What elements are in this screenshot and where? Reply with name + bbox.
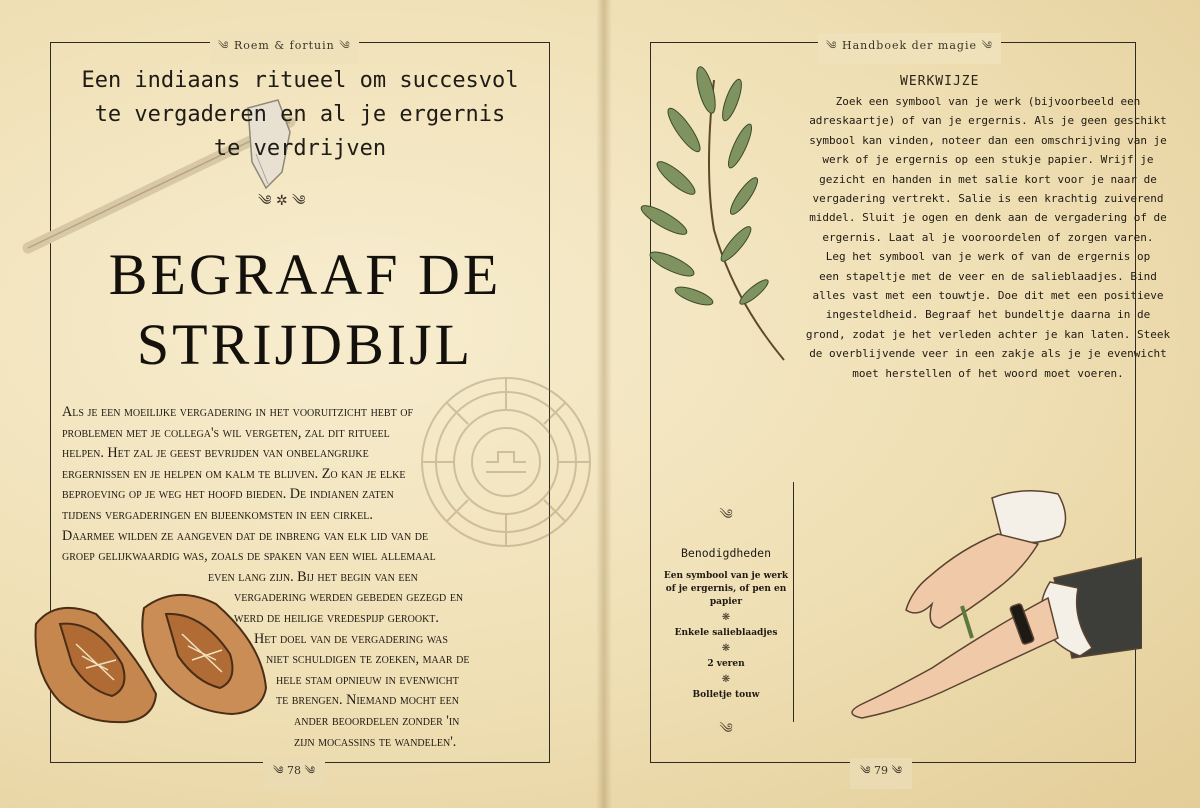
body-line: Als je een moeilijke vergadering in het vooruitzicht hebt of: [62, 404, 414, 420]
subtitle-line: Een indiaans ritueel om succesvol: [81, 68, 519, 93]
body-line: grond, zodat je het verleden achter je kan laten. Steek: [805, 327, 1171, 341]
swirl-ornament-icon: ༄: [273, 764, 288, 777]
supply-item: Een symbool van je werk of je ergernis, of pen en papier: [663, 571, 789, 607]
body-line: vergadering vertrekt. Salie is een krachtig zuiverend: [812, 192, 1164, 206]
body-line: gezicht en handen in met salie kort voor je naar de: [819, 172, 1157, 186]
body-line: symbool kan vinden, noteer dan een omschrijving van je: [809, 133, 1167, 147]
right-page: [600, 0, 1200, 808]
swirl-ornament-icon: ༄: [301, 764, 316, 777]
separator-star-icon: ❋: [721, 643, 731, 654]
method-body-text: [788, 92, 1188, 383]
body-line: ingesteldheid. Begraaf het bundeltje daarna in de: [825, 308, 1151, 322]
body-line: ander beoordelen zonder 'in: [294, 712, 460, 729]
body-line: niet schuldigen te zoeken, maar de: [266, 651, 470, 668]
body-line: Daarmee wilden ze aangeven dat de inbreng van elk lid van de: [62, 527, 429, 544]
body-line: problemen met je collega's wil vergeten, zal dit ritueel: [62, 424, 390, 441]
swirl-ornament-icon: ༄: [334, 39, 351, 52]
subtitle: [70, 64, 530, 166]
body-line: alles vast met een touwtje. Doe dit met een positieve: [812, 289, 1164, 303]
body-line: werk of je ergernis op een stukje papier. Wrijf je: [822, 153, 1154, 167]
moccasins-illustration-icon: [26, 584, 276, 734]
right-folio: [850, 758, 912, 789]
supplies-title: Benodigdheden: [680, 546, 771, 560]
body-line: Leg het symbool van je werk of van de ergernis op: [825, 250, 1151, 264]
body-line: ergernissen en je helpen om kalm te blijven. Zo kan je elke: [62, 465, 406, 482]
section-heading: WERKWIJZE: [900, 74, 980, 89]
swirl-ornament-icon: ༄: [826, 39, 843, 52]
supplies-divider: [793, 482, 794, 722]
body-line: een stapeltje met de veer en de salieblaadjes. Bind: [819, 269, 1157, 283]
hands-illustration-icon: [822, 478, 1142, 738]
body-line: moet herstellen of het woord moet voeren.: [852, 366, 1124, 380]
body-line: werd de heilige vredespijp gerookt.: [234, 609, 439, 626]
swirl-ornament-icon: ༄: [719, 721, 733, 737]
left-folio: [263, 758, 325, 789]
left-running-head: [210, 33, 359, 64]
body-line: beproeving op je weg het hoofd bieden. De indianen zaten: [62, 486, 394, 503]
body-line: te brengen. Niemand mocht een: [276, 692, 459, 709]
sage-sprig-illustration-icon: [624, 60, 804, 370]
page-number: 79: [874, 764, 889, 777]
body-line: hele stam opnieuw in evenwicht: [276, 671, 459, 688]
left-running-head-text: Roem & fortuin: [234, 39, 335, 52]
body-line: even lang zijn. Bij het begin van een: [208, 568, 418, 585]
page-number: 78: [287, 764, 302, 777]
body-line: Zoek een symbool van je werk (bijvoorbeeld een: [835, 95, 1141, 108]
supply-item: Bolletje touw: [692, 690, 760, 700]
supplies-box: [658, 498, 794, 752]
swirl-ornament-icon: ༄: [860, 764, 875, 777]
right-running-head: [818, 33, 1001, 64]
body-line: ergernis. Laat al je vooroordelen of zorgen varen.: [822, 230, 1154, 244]
body-line: tijdens vergaderingen en bijeenkomsten in een cirkel.: [62, 506, 373, 523]
swirl-ornament-icon: ༄: [888, 764, 903, 777]
supply-item: 2 veren: [707, 659, 745, 669]
body-line: Het doel van de vergadering was: [254, 630, 448, 647]
body-line: helpen. Het zal je geest bevrijden van onbelangrijke: [62, 445, 369, 462]
subtitle-line: te vergaderen en al je ergernis: [94, 102, 506, 127]
right-running-head-text: Handboek der magie: [842, 39, 977, 52]
swirl-ornament-icon: ༄: [719, 507, 733, 523]
swirl-ornament-icon: ༄: [218, 39, 235, 52]
body-line: de overblijvende veer in een zakje als je je evenwicht: [809, 347, 1167, 361]
title-line: BEGRAAF DE: [108, 242, 502, 307]
body-line: middel. Sluit je ogen en denk aan de vergadering of de: [809, 211, 1167, 225]
separator-star-icon: ❋: [721, 612, 731, 623]
subtitle-line: te verdrijven: [213, 136, 387, 161]
body-line: vergadering werden gebeden gezegd en: [234, 589, 464, 606]
supply-item: Enkele salieblaadjes: [674, 628, 778, 638]
body-line: groep gelijkwaardig was, zoals de spaken van een wiel allemaal: [62, 548, 436, 565]
title-line: STRIJDBIJL: [136, 312, 474, 377]
swirl-ornament-icon: ༄: [977, 39, 994, 52]
title-divider-ornament-icon: ༄ ✲ ༄: [258, 193, 306, 209]
page-title: [70, 240, 540, 380]
body-line: adreskaartje) of van je ergernis. Als je geen geschikt: [809, 114, 1167, 128]
body-line: zijn mocassins te wandelen'.: [294, 733, 457, 750]
separator-star-icon: ❋: [721, 674, 731, 685]
